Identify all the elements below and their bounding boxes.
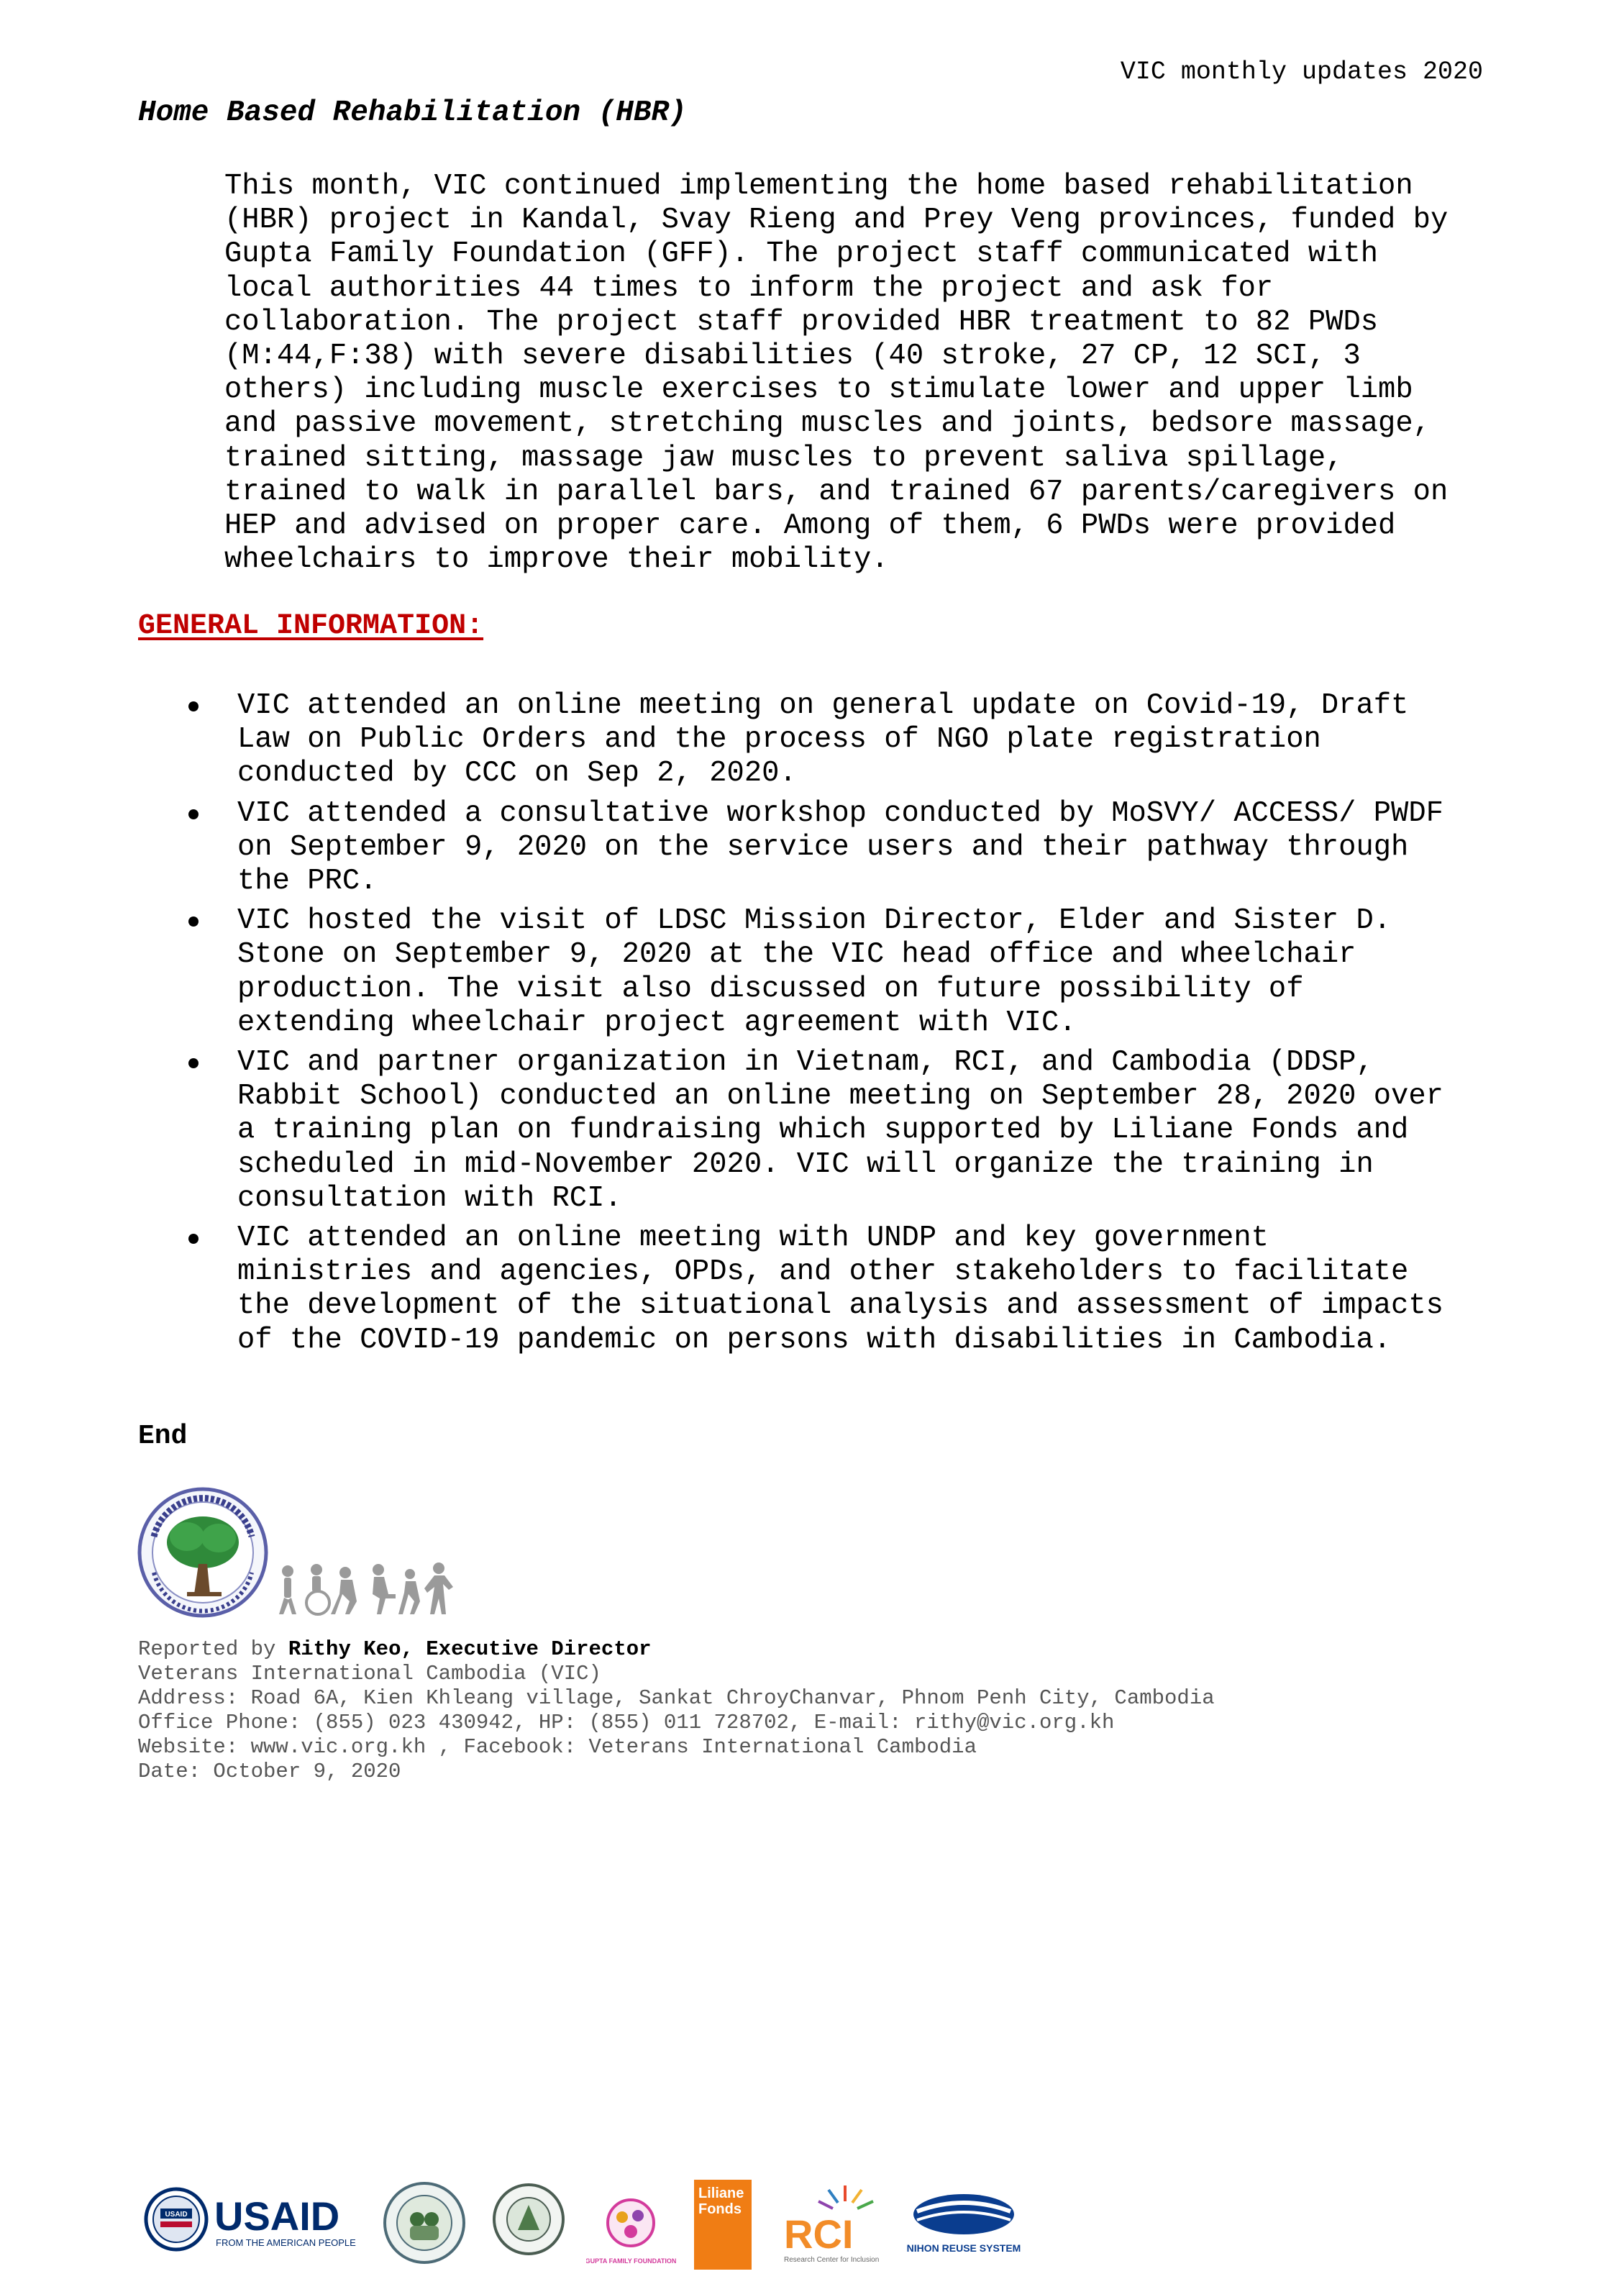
general-information-list [181,689,1443,1363]
header-doc-title: VIC monthly updates 2020 [1120,58,1483,86]
list-item-line: VIC attended an online meeting on general update on Covid-19, Draft [237,689,1409,722]
list-item-line: conducted by CCC on Sep 2, 2020. [237,757,797,791]
list-item-line: a training plan on fundraising which supported by Liliane Fonds and [237,1114,1409,1147]
nihon-text: NIHON REUSE SYSTEM [906,2242,1021,2254]
hbr-line: collaboration. The project staff provided HBR treatment to 82 PWDs [224,305,1379,339]
hbr-line: others) including muscle exercises to stimulate lower and upper limb [224,373,1413,407]
list-item-line: VIC and partner organization in Vietnam, RCI, and Cambodia (DDSP, [237,1046,1374,1080]
list-item-line: VIC hosted the visit of LDSC Mission Director, Elder and Sister D. [237,904,1392,938]
address-line: Address: Road 6A, Kien Khleang village, Sankat ChroyChanvar, Phnom Penh City, Cambodia [138,1686,1215,1710]
bullet-icon [188,809,199,819]
gupta-family-foundation-logo [586,2180,676,2270]
vic-logo-icon [137,1486,511,1623]
list-item-line: ministries and agencies, OPDs, and other stakeholders to facilitate [237,1255,1409,1289]
usaid-wordmark: USAID [214,2193,340,2239]
partner-logos [144,2180,1043,2270]
usaid-seal-icon [144,2180,367,2259]
bullet-icon [188,1234,199,1244]
hbr-line: (HBR) project in Kandal, Svay Rieng and Prey Veng provinces, funded by [224,204,1449,237]
reporter-name: Rithy Keo, Executive Director [288,1637,652,1661]
usaid-logo [144,2180,367,2259]
people-figures-icon [279,1562,453,1614]
bullet-icon [188,1058,199,1068]
vic-seal-icon [378,2180,471,2266]
list-item-line: Rabbit School) conducted an online meeting on September 28, 2020 over [237,1080,1443,1114]
reported-by-line [138,1637,1215,1662]
org-name: Veterans International Cambodia (VIC) [138,1662,601,1686]
hbr-line: (M:44,F:38) with severe disabilities (40 stroke, 27 CP, 12 SCI, 3 [224,340,1361,373]
list-item-line: Stone on September 9, 2020 at the VIC head office and wheelchair [237,938,1356,972]
list-item-line: VIC attended a consultative workshop conducted by MoSVY/ ACCESS/ PWDF [237,796,1443,830]
nihon-reuse-system-logo [903,2180,1025,2259]
phone-email-line: Office Phone: (855) 023 430942, HP: (855) 011 728702, E-mail: rithy@vic.org.kh [138,1711,1115,1734]
hbr-line: This month, VIC continued implementing the home based rehabilitation [224,170,1413,203]
hbr-line: Gupta Family Foundation (GFF). The project staff communicated with [224,237,1379,271]
hbr-line: trained sitting, massage jaw muscles to prevent saliva spillage, [224,441,1344,475]
bullet-icon [188,916,199,927]
liliane-text-2: Fonds [698,2201,742,2217]
rci-logo [777,2180,885,2270]
date-line: Date: October 9, 2020 [138,1760,401,1783]
report-footer [138,1637,1215,1784]
hbr-line: and passive movement, stretching muscles and joints, bedsore massage, [224,407,1431,441]
list-item-line: the development of the situational analysis and assessment of impacts [237,1289,1443,1323]
hbr-line: trained to walk in parallel bars, and trained 67 parents/caregivers on [224,475,1449,509]
nihon-logo-icon [903,2180,1025,2259]
reported-by-label: Reported by [138,1637,288,1661]
list-item [181,1222,1443,1357]
list-item-line: Law on Public Orders and the process of NGO plate registration [237,723,1321,757]
gupta-logo-icon [586,2180,676,2270]
rci-logo-icon [777,2180,885,2270]
liliane-text-1: Liliane [698,2185,744,2201]
list-item [181,904,1443,1040]
list-item [181,1046,1443,1216]
list-item-line: of the COVID-19 pandemic on persons with disabilities in Cambodia. [237,1323,1392,1357]
rci-wordmark: RCI [784,2211,854,2257]
list-item-line: VIC attended an online meeting with UNDP and key government [237,1222,1269,1255]
liliane-fonds-logo [694,2180,752,2270]
hbr-line: wheelchairs to improve their mobility. [224,543,889,577]
list-item [181,797,1443,899]
list-item [181,689,1443,791]
list-item-line: scheduled in mid-November 2020. VIC will organize the training in [237,1147,1374,1181]
general-information-heading: GENERAL INFORMATION: [138,610,484,642]
hbr-paragraph [224,170,1505,577]
gupta-text: GUPTA FAMILY FOUNDATION [586,2257,676,2265]
ddsp-seal-icon [489,2180,568,2259]
website-line: Website: www.vic.org.kh , Facebook: Veterans International Cambodia [138,1735,977,1759]
rci-subtitle: Research Center for Inclusion [784,2256,880,2264]
end-label: End [138,1421,188,1452]
list-item-line: production. The visit also discussed on future possibility of [237,972,1304,1006]
vic-seal-logo [378,2180,471,2266]
list-item-line: on September 9, 2020 on the service users and their pathway through [237,830,1409,864]
hbr-line: local authorities 44 times to inform the project and ask for [224,271,1274,305]
list-item-line: extending wheelchair project agreement with VIC. [237,1006,1077,1040]
section-title-hbr: Home Based Rehabilitation (HBR) [138,96,687,129]
bullet-icon [188,701,199,711]
usaid-tagline: FROM THE AMERICAN PEOPLE [216,2237,356,2248]
ddsp-logo [489,2180,568,2259]
hbr-line: HEP and advised on proper care. Among of them, 6 PWDs were provided [224,509,1396,543]
vic-logo [137,1486,511,1623]
list-item-line: the PRC. [237,865,378,899]
usaid-badge-text: USAID [165,2211,188,2219]
list-item-line: consultation with RCI. [237,1181,622,1215]
